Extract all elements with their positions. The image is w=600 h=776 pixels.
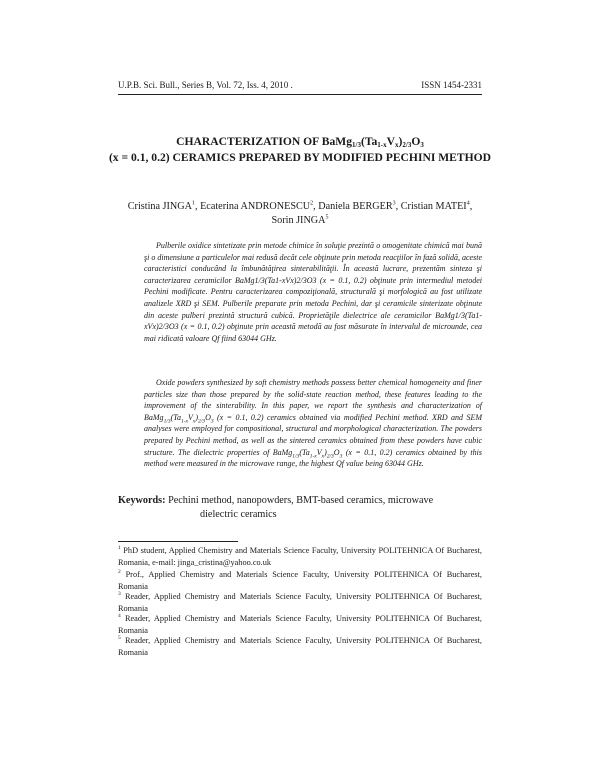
footnote-2: $^2$ Prof., Applied Chemistry and Materials Science Faculty, University POLITEHNICA Of Bucharest, Romania: [118, 569, 482, 591]
keywords: [118, 494, 482, 522]
keywords-text-2: dielectric ceramics: [200, 509, 277, 520]
paper-title: [100, 134, 500, 166]
header-rule: [118, 94, 482, 95]
journal-citation: U.P.B. Sci. Bull., Series B, Vol. 72, Iss. 4, 2010 .: [118, 80, 293, 90]
running-header: [118, 80, 482, 90]
footnote-1: $^1$ PhD student, Applied Chemistry and Materials Science Faculty, University POLITEHNICA Of Bucharest, Romania, e-mail: jinga_cristina@yahoo.co.uk: [118, 545, 482, 567]
keywords-text-1: Pechini method, nanopowders, BMT-based ceramics, microwave: [165, 495, 434, 506]
footnote-rule: [118, 541, 238, 542]
abstract-romanian: Pulberile oxidice sintetizate prin metode chimice în soluţie prezintă o omogenitate chimică mai bună şi o dimensiune a particulelor mai redusă decât cele obţinute prin metoda reacţiilor în fază solidă, aceste caracteristici conducând la îmbunătăţirea sinterabilităţii. În această lucrare, prezentăm sinteza şi caracterizarea ceramicilor BaMg1/3(Ta1-xVx)2/3O3 (x = 0.1, 0.2) obţinute prin intermediul metodei Pechini modificate. Pentru caracterizarea compoziţională, structurală şi morfologică au fost utilizate analizele XRD şi SEM. Pulberile preparate prin metoda Pechini, dar şi ceramicile sinterizate obţinute din aceste pulberi prezintă structură cubică. Proprietăţile dielectrice ale ceramicilor BaMg1/3(Ta1-xVx)2/3O3 (x = 0.1, 0.2) obţinute prin această metodă au fost măsurate în intervalul de microunde, cea mai ridicată valoare Qf fiind 63044 GHz.: [144, 241, 482, 343]
issn: ISSN 1454-2331: [421, 80, 482, 90]
abstract-english: Oxide powders synthesized by soft chemistry methods possess better chemical homogeneity and finer particles size than those prepared by the solid-state reaction method, these features leading to the improvement of the sinterability. In this paper, we report the synthesis and characterization of $BaMg_{1/3}(Ta_{1-x}V_x)_{2/3}O_3$ (x = 0.1, 0.2) ceramics obtained via modified Pechini method. XRD and SEM analyses were employed for compositional, structural and morphological characterization. The powders prepared by Pechini method, as well as the sintered ceramics obtained from these powders have cubic structure. The dielectric properties of $BaMg_{1/3}(Ta_{1-x}V_x)_{2/3}O_3$ (x = 0.1, 0.2) ceramics obtained by this method were measured in the microwave range, the highest Qf value being 63044 GHz.: [144, 378, 482, 469]
keywords-label: Keywords:: [118, 495, 166, 506]
footnote-3: $^3$ Reader, Applied Chemistry and Materials Science Faculty, University POLITEHNICA Of Bucharest, Romania: [118, 591, 482, 613]
title-line-2: (x = 0.1, 0.2) CERAMICS PREPARED BY MODIFIED PECHINI METHOD: [108, 151, 492, 164]
author-list: Cristina JINGA$^1$, Ecaterina ANDRONESCU$^2$, Daniela BERGER$^3$, Cristian MATEI$^4$, Sorin JINGA$^5$: [127, 200, 473, 226]
footnote-5: $^5$ Reader, Applied Chemistry and Materials Science Faculty, University POLITEHNICA Of Bucharest, Romania: [118, 635, 482, 657]
footnote-4: $^4$ Reader, Applied Chemistry and Materials Science Faculty, University POLITEHNICA Of Bucharest, Romania: [118, 613, 482, 635]
title-line-1: CHARACTERIZATION OF $BaMg_{1/3}(Ta_{1-x}V_x)_{2/3}O_3$: [176, 135, 424, 149]
